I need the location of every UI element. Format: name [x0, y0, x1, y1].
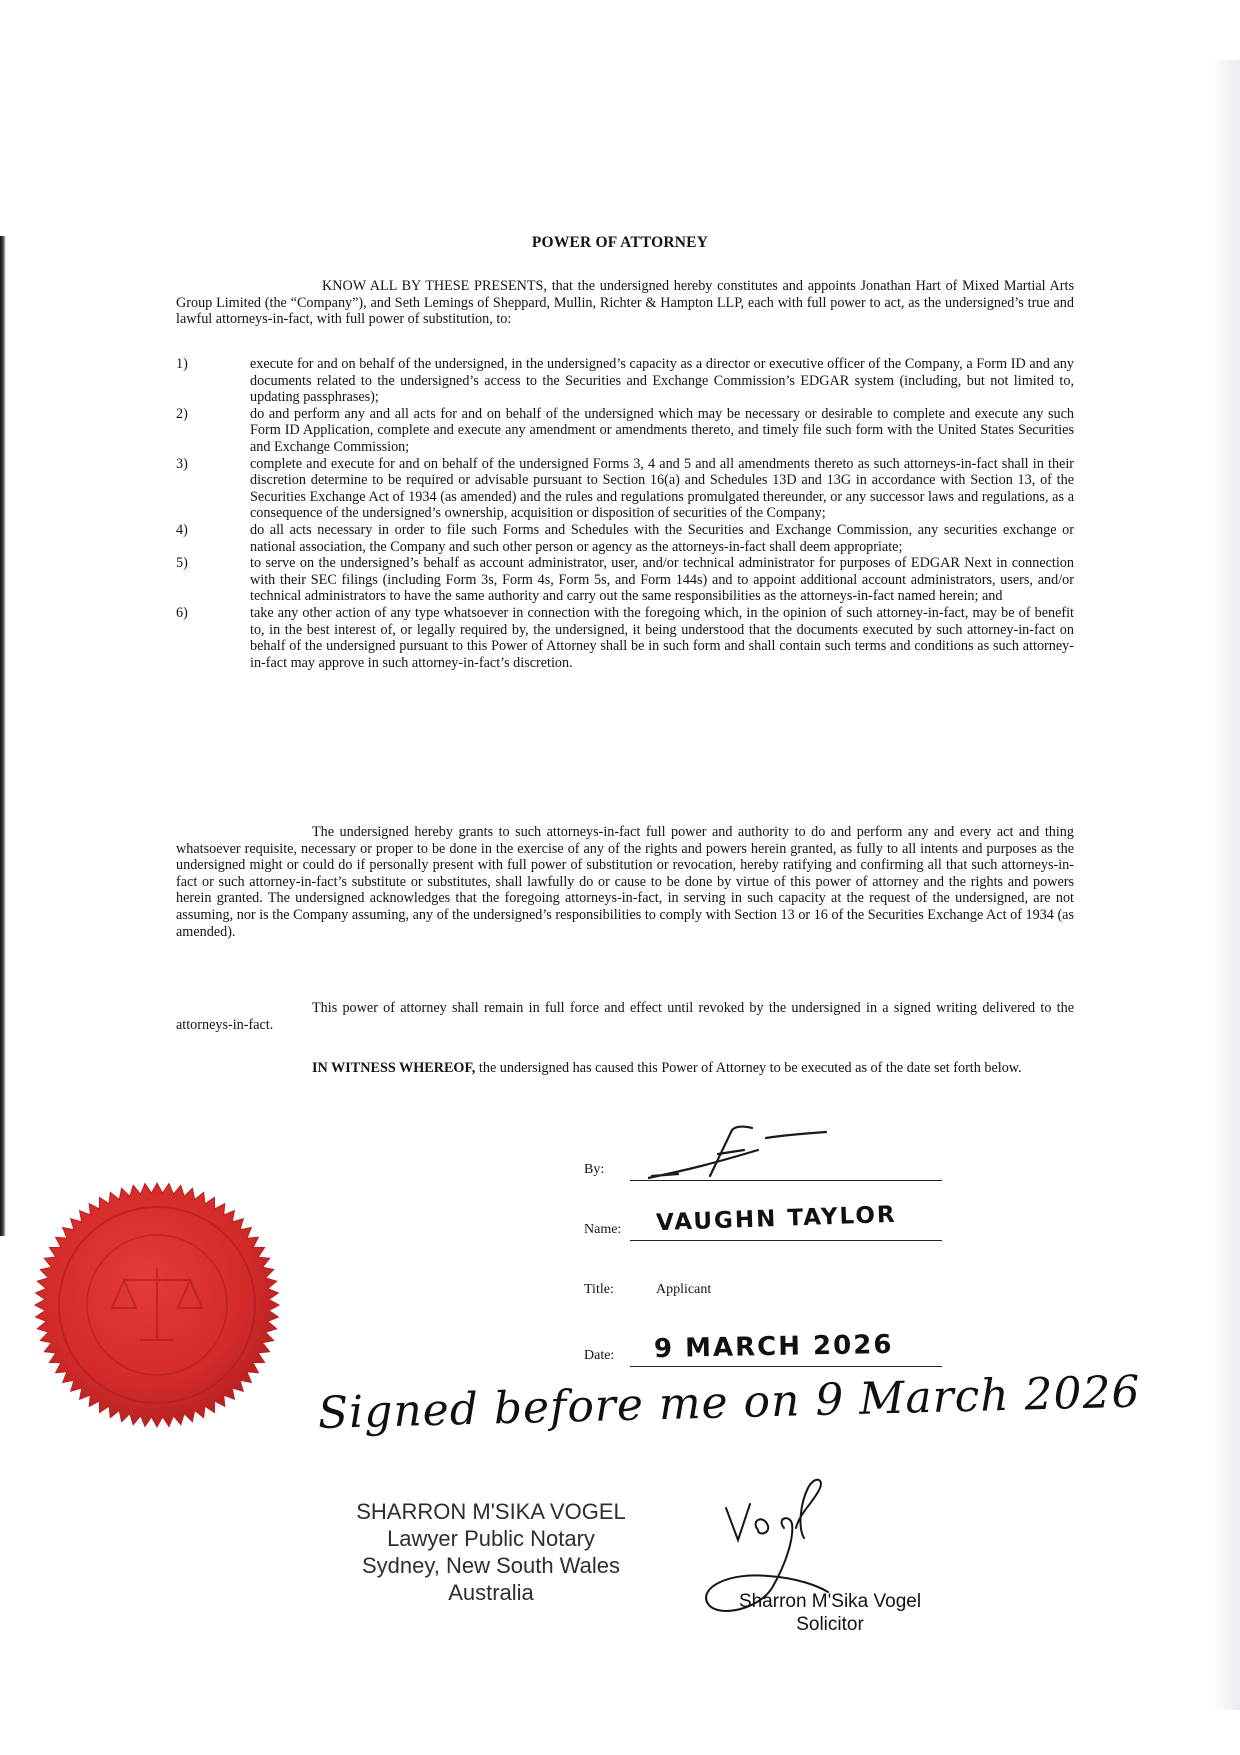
list-item-number: 6) — [176, 604, 188, 621]
list-item-number: 4) — [176, 521, 188, 538]
date-label: Date: — [584, 1348, 615, 1363]
title-value: Applicant — [656, 1282, 712, 1297]
date-value: 9 MARCH 2026 — [653, 1329, 894, 1365]
list-item — [176, 406, 1074, 456]
list-item-number: 2) — [176, 405, 188, 422]
by-label: By: — [584, 1162, 605, 1177]
intro-paragraph — [176, 278, 1074, 328]
list-item-number: 5) — [176, 555, 188, 572]
stamp-name: SHARRON M'SIKA VOGEL — [356, 1499, 626, 1524]
title-label: Title: — [584, 1282, 614, 1297]
list-item-text: do and perform any and all acts for and on behalf of the undersigned which may be necessary or desirable to complete and execute any such Form ID Application, complete and execute any amendment or amendments thereto, and timely file such form with the United States Securities and Exchange Commission; — [250, 405, 1074, 455]
stamp-role: Lawyer Public Notary — [387, 1526, 595, 1551]
list-item-text: complete and execute for and on behalf of the undersigned Forms 3, 4 and 5 and all amendments thereto as such attorneys-in-fact shall in their discretion determine to be required or advisable pursuant to Section 16(a) and Schedules 13D and 13G in accordance with Section 13, of the Securities Exchange Act of 1934 (as amended) and the rules and regulations promulgated thereunder, or any successor laws and regulations, as a consequence of the undersigned’s ownership, acquisition or disposition of securities of the Company; — [250, 455, 1074, 522]
name-value: VAUGHN TAYLOR — [655, 1201, 898, 1237]
scan-right-shadow — [1212, 60, 1240, 1710]
list-item-text: to serve on the undersigned’s behalf as account administrator, user, and/or technical administrator for purposes of EDGAR Next in connection with their SEC filings (including Form 3s, Form 4s, Form 5s, and Form 144s) and to appoint additional account administrators, users, and/or technical administrators to have the same authority and carry out the same responsibilities as the attorneys-in-fact named herein; and — [250, 555, 1074, 605]
list-item — [176, 555, 1074, 605]
date-line — [630, 1366, 942, 1367]
list-item — [176, 456, 1074, 522]
witness-lead: IN WITNESS WHEREOF, — [312, 1060, 476, 1076]
list-item — [176, 605, 1074, 671]
force-text: This power of attorney shall remain in full force and effect until revoked by the undersigned in a signed writing delivered to the attorneys-in-fact. — [176, 1000, 1074, 1033]
applicant-signature — [648, 1124, 828, 1184]
list-item — [176, 356, 1074, 406]
notary-stamp — [326, 1498, 656, 1606]
intro-lead: KNOW ALL BY THESE PRESENTS, — [322, 278, 547, 294]
list-item — [176, 522, 1074, 555]
witness-rest: the undersigned has caused this Power of Attorney to be executed as of the date set forth below. — [475, 1060, 1022, 1076]
force-paragraph — [176, 1000, 1074, 1033]
grant-text: The undersigned hereby grants to such attorneys-in-fact full power and authority to do and perform any and every act and thing whatsoever requisite, necessary or proper to be done in the exercise of any of the rights and powers herein granted, as fully to all intents and purposes as the undersigned might or could do if personally present with full power of substitution or revocation, hereby ratifying and confirming all that such attorneys-in-fact or such attorney-in-fact’s substitute or substitutes, shall lawfully do or cause to be done by virtue of this power of attorney and the rights and powers herein granted. The undersigned acknowledges that the foregoing attorneys-in-fact, in serving in such capacity at the request of the undersigned, are not assuming, nor is the Company assuming, any of the undersigned’s responsibilities to comply with Section 13 or 16 of the Securities Exchange Act of 1934 (as amended). — [176, 824, 1074, 940]
grant-paragraph — [176, 824, 1074, 940]
list-item-text: take any other action of any type whatsoever in connection with the foregoing which, in the opinion of such attorney-in-fact, may be of benefit to, in the best interest of, or legally required by, the undersigned, it being understood that the documents executed by such attorney-in-fact on behalf of the undersigned pursuant to this Power of Attorney shall be in such form and shall contain such terms and conditions as such attorney-in-fact may approve in such attorney-in-fact’s discretion. — [250, 604, 1074, 671]
list-item-text: do all acts necessary in order to file such Forms and Schedules with the Securities and Exchange Commission, any securities exchange or national association, the Company and such other person or agency as the attorneys-in-fact shall deem appropriate; — [250, 521, 1074, 555]
signer-title: Solicitor — [796, 1614, 864, 1635]
powers-list — [176, 356, 1074, 671]
document-title: POWER OF ATTORNEY — [531, 234, 709, 251]
scan-edge-shadow — [0, 236, 6, 1236]
notary-seal-icon — [32, 1180, 282, 1430]
intro-rest: that the undersigned hereby constitutes and appoints Jonathan Hart of Mixed Martial Arts Group Limited (the “Company”), and Seth Lemings of Sheppard, Mullin, Richter & Hampton LLP, each with full power to act, as the undersigned’s true and lawful attorneys-in-fact, with full power of substitution, to: — [176, 278, 1074, 328]
name-label: Name: — [584, 1222, 622, 1237]
signer-name: Sharron M'Sika Vogel — [738, 1591, 922, 1612]
witness-paragraph — [176, 1060, 1074, 1077]
stamp-city: Sydney, New South Wales — [361, 1553, 620, 1578]
list-item-number: 3) — [176, 455, 188, 472]
list-item-number: 1) — [176, 356, 188, 372]
list-item-text: execute for and on behalf of the undersigned, in the undersigned’s capacity as a director or executive officer of the Company, a Form ID and any documents related to the undersigned’s access to the Securities and Exchange Commission’s EDGAR system (including, but not limited to, updating passphrases); — [250, 356, 1074, 406]
notary-signer — [720, 1590, 940, 1636]
notary-handwritten-note: Signed before me on 9 March 2026 — [317, 1366, 1142, 1439]
stamp-country: Australia — [448, 1580, 534, 1605]
name-line — [630, 1240, 942, 1241]
